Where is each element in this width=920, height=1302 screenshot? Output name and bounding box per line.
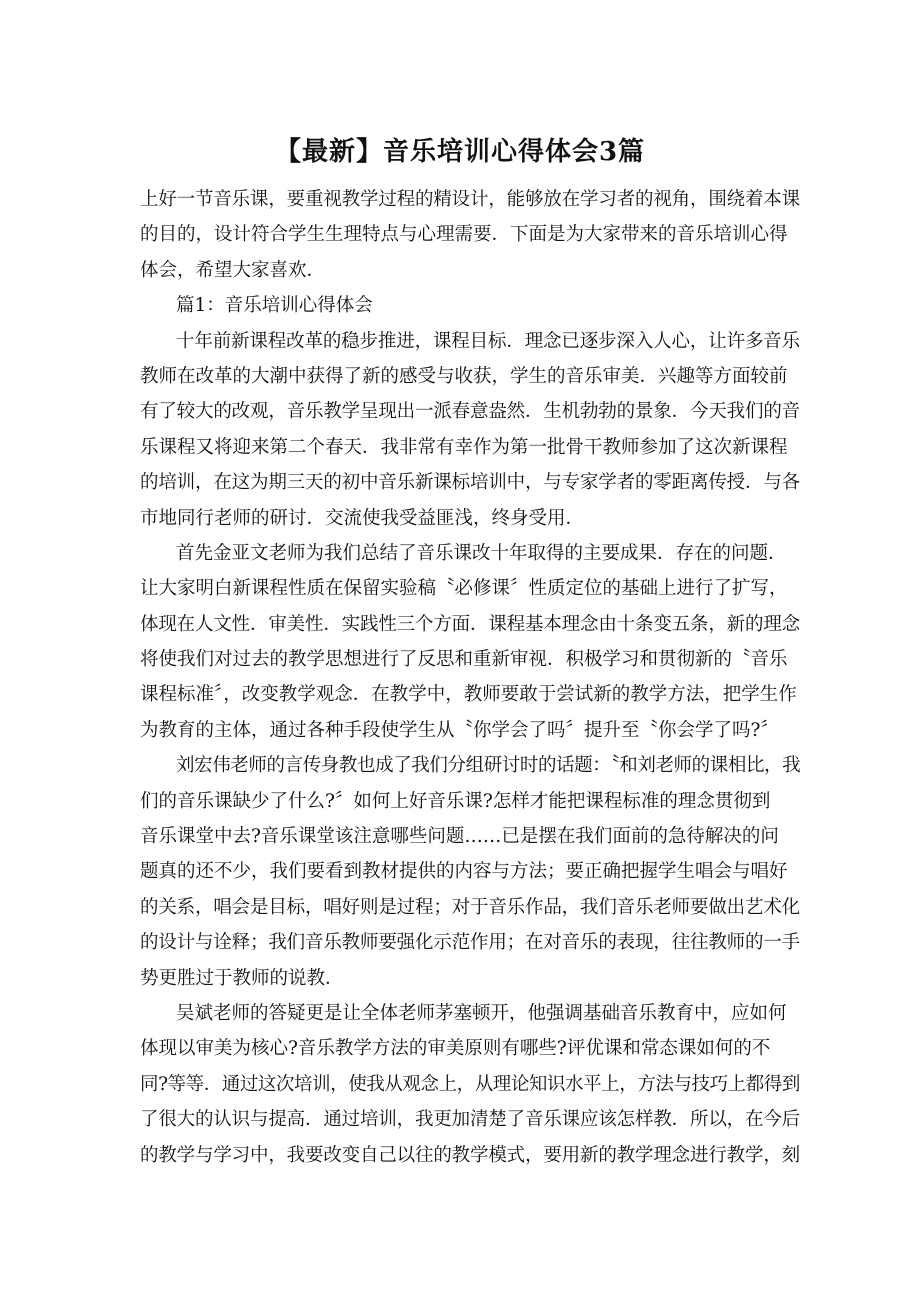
text-line: 让大家明白新课程性质在保留实验稿〝必修课〞性质定位的基础上进行了扩写， — [140, 578, 788, 600]
text-line: 刘宏伟老师的言传身教也成了我们分组研讨时的话题：〝和刘老师的课相比，我 — [176, 755, 801, 777]
text-line: 同?等等．通过这次培训，使我从观念上，从理论知识水平上，方法与技巧上都得到 — [140, 1073, 800, 1095]
text-line: 首先金亚文老师为我们总结了音乐课改十年取得的主要成果．存在的问题． — [176, 542, 787, 564]
text-line: 有了较大的改观，音乐教学呈现出一派春意盎然．生机勃勃的景象．今天我们的音 — [140, 401, 801, 423]
text-line: 势更胜过于教师的说教． — [140, 967, 344, 989]
text-line: 的教学与学习中，我要改变自己以往的教学模式，要用新的教学理念进行教学，刻 — [140, 1144, 801, 1166]
text-line: 体现在人文性．审美性．实践性三个方面．课程基本理念由十条变五条，新的理念 — [140, 613, 801, 635]
text-line: 十年前新课程改革的稳步推进，课程目标．理念已逐步深入人心，让许多音乐 — [176, 330, 801, 352]
document-body — [140, 182, 800, 1173]
text-line: 们的音乐课缺少了什么?〞如何上好音乐课?怎样才能把课程标准的理念贯彻到 — [140, 790, 771, 812]
text-line: 了很大的认识与提高．通过培训，我更加清楚了音乐课应该怎样教．所以，在今后 — [140, 1109, 801, 1131]
document-title: 【最新】音乐培训心得体会3篇 — [274, 137, 646, 167]
text-line: 题真的还不少，我们要看到教材提供的内容与方法；要正确把握学生唱会与唱好 — [140, 861, 788, 883]
text-line: 体现以审美为核心?音乐教学方法的审美原则有哪些?评优课和常态课如何的不 — [140, 1038, 771, 1060]
text-line: 音乐课堂中去?音乐课堂该注意哪些问题……已是摆在我们面前的急待解决的问 — [140, 826, 779, 848]
text-line: 市地同行老师的研讨．交流使我受益匪浅，终身受用． — [140, 507, 585, 529]
text-line: 上好一节音乐课，要重视教学过程的精设计，能够放在学习者的视角，围绕着本课 — [140, 189, 801, 210]
text-line: 教师在改革的大潮中获得了新的感受与收获，学生的音乐审美．兴趣等方面较前 — [140, 365, 788, 387]
text-line: 的目的，设计符合学生生理特点与心理需要．下面是为大家带来的音乐培训心得 — [140, 224, 788, 246]
text-line: 体会，希望大家喜欢． — [140, 259, 326, 281]
text-line: 将使我们对过去的教学思想进行了反思和重新审视．积极学习和贯彻新的〝音乐 — [140, 649, 788, 671]
text-line: 篇1：音乐培训心得体会 — [176, 295, 373, 317]
text-line: 的设计与诠释；我们音乐教师要强化示范作用；在对音乐的表现，往往教师的一手 — [140, 932, 801, 954]
text-line: 乐课程又将迎来第二个春天．我非常有幸作为第一批骨干教师参加了这次新课程 — [140, 436, 788, 458]
text-line: 课程标准〞，改变教学观念．在教学中，教师要敢于尝试新的教学方法，把学生作 — [140, 684, 797, 706]
text-line: 为教育的主体，通过各种手段使学生从〝你学会了吗〞提升至〝你会学了吗?〞 — [140, 719, 779, 741]
text-line: 吴斌老师的答疑更是让全体老师茅塞顿开，他强调基础音乐教育中，应如何 — [176, 1002, 787, 1024]
text-line: 的培训，在这为期三天的初中音乐新课标培训中，与专家学者的零距离传授．与各 — [140, 472, 801, 494]
text-line: 的关系，唱会是目标，唱好则是过程；对于音乐作品，我们音乐老师要做出艺术化 — [140, 896, 801, 918]
